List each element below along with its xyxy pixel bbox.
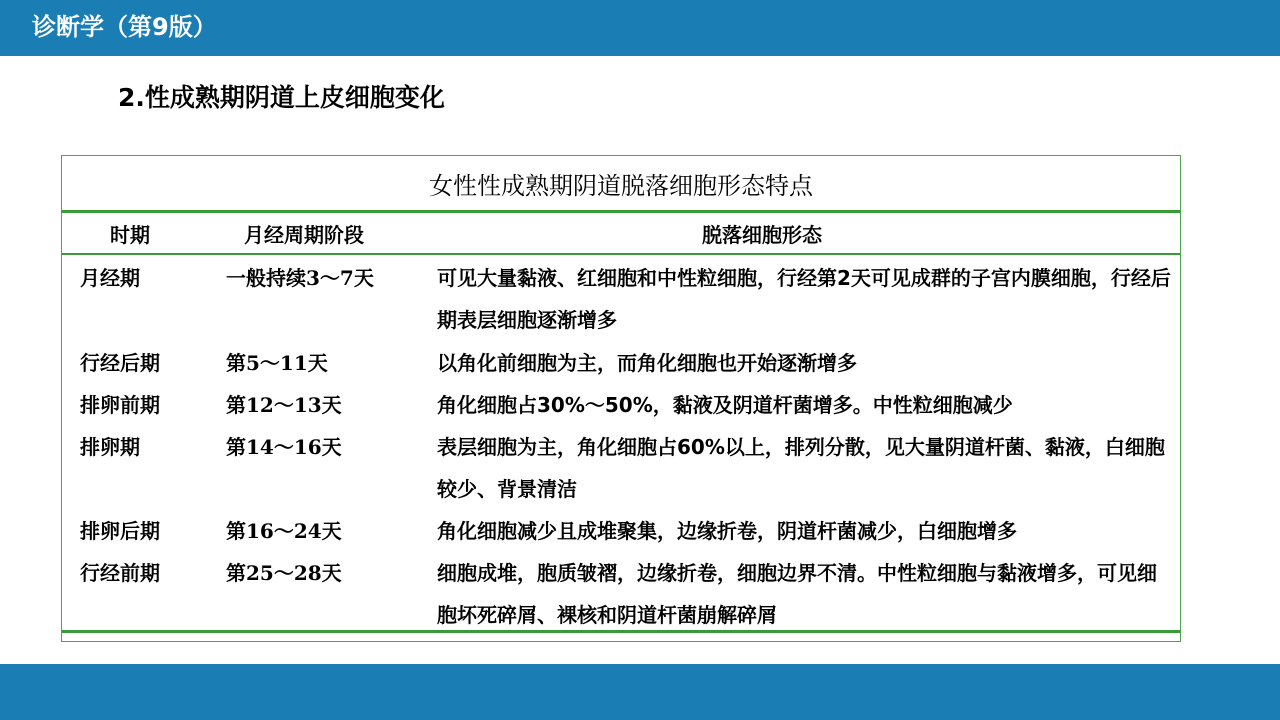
stage-cell: 第12～13天 [226,393,342,417]
footer-bar [0,664,1280,720]
table-header-rule [62,253,1180,255]
table-bottom-rule [62,630,1180,633]
column-header-morphology: 脱落细胞形态 [702,223,822,247]
description-cell: 表层细胞为主，角化细胞占60%以上，排列分散，见大量阴道杆菌、黏液，白细胞较少、背景清洁 [437,435,1165,501]
period-cell: 排卵期 [80,435,140,459]
period-cell: 排卵后期 [80,519,160,543]
stage-cell: 一般持续3～7天 [226,266,374,290]
book-title: 诊断学（第9版） [32,13,217,41]
period-cell: 行经前期 [80,561,160,585]
column-header-stage: 月经周期阶段 [244,223,364,247]
stage-cell: 第5～11天 [226,351,328,375]
description-cell: 角化细胞减少且成堆聚集，边缘折卷，阴道杆菌减少，白细胞增多 [437,519,1017,543]
period-cell: 排卵前期 [80,393,160,417]
cell-morphology-table [61,155,1181,642]
header-bar [0,0,1280,56]
period-cell: 月经期 [80,266,140,290]
table-caption: 女性性成熟期阴道脱落细胞形态特点 [429,172,813,200]
table-top-rule [62,210,1180,213]
column-header-period: 时期 [110,223,150,247]
section-title: 2.性成熟期阴道上皮细胞变化 [118,83,445,112]
description-cell: 角化细胞占30%～50%，黏液及阴道杆菌增多。中性粒细胞减少 [437,393,1013,417]
stage-cell: 第14～16天 [226,435,342,459]
description-cell: 细胞成堆，胞质皱褶，边缘折卷，细胞边界不清。中性粒细胞与黏液增多，可见细胞坏死碎屑、裸核和阴道杆菌崩解碎屑 [437,561,1157,627]
description-cell: 可见大量黏液、红细胞和中性粒细胞，行经第2天可见成群的子宫内膜细胞，行经后期表层细胞逐渐增多 [437,266,1171,332]
period-cell: 行经后期 [80,351,160,375]
stage-cell: 第16～24天 [226,519,342,543]
stage-cell: 第25～28天 [226,561,342,585]
description-cell: 以角化前细胞为主，而角化细胞也开始逐渐增多 [437,351,857,375]
